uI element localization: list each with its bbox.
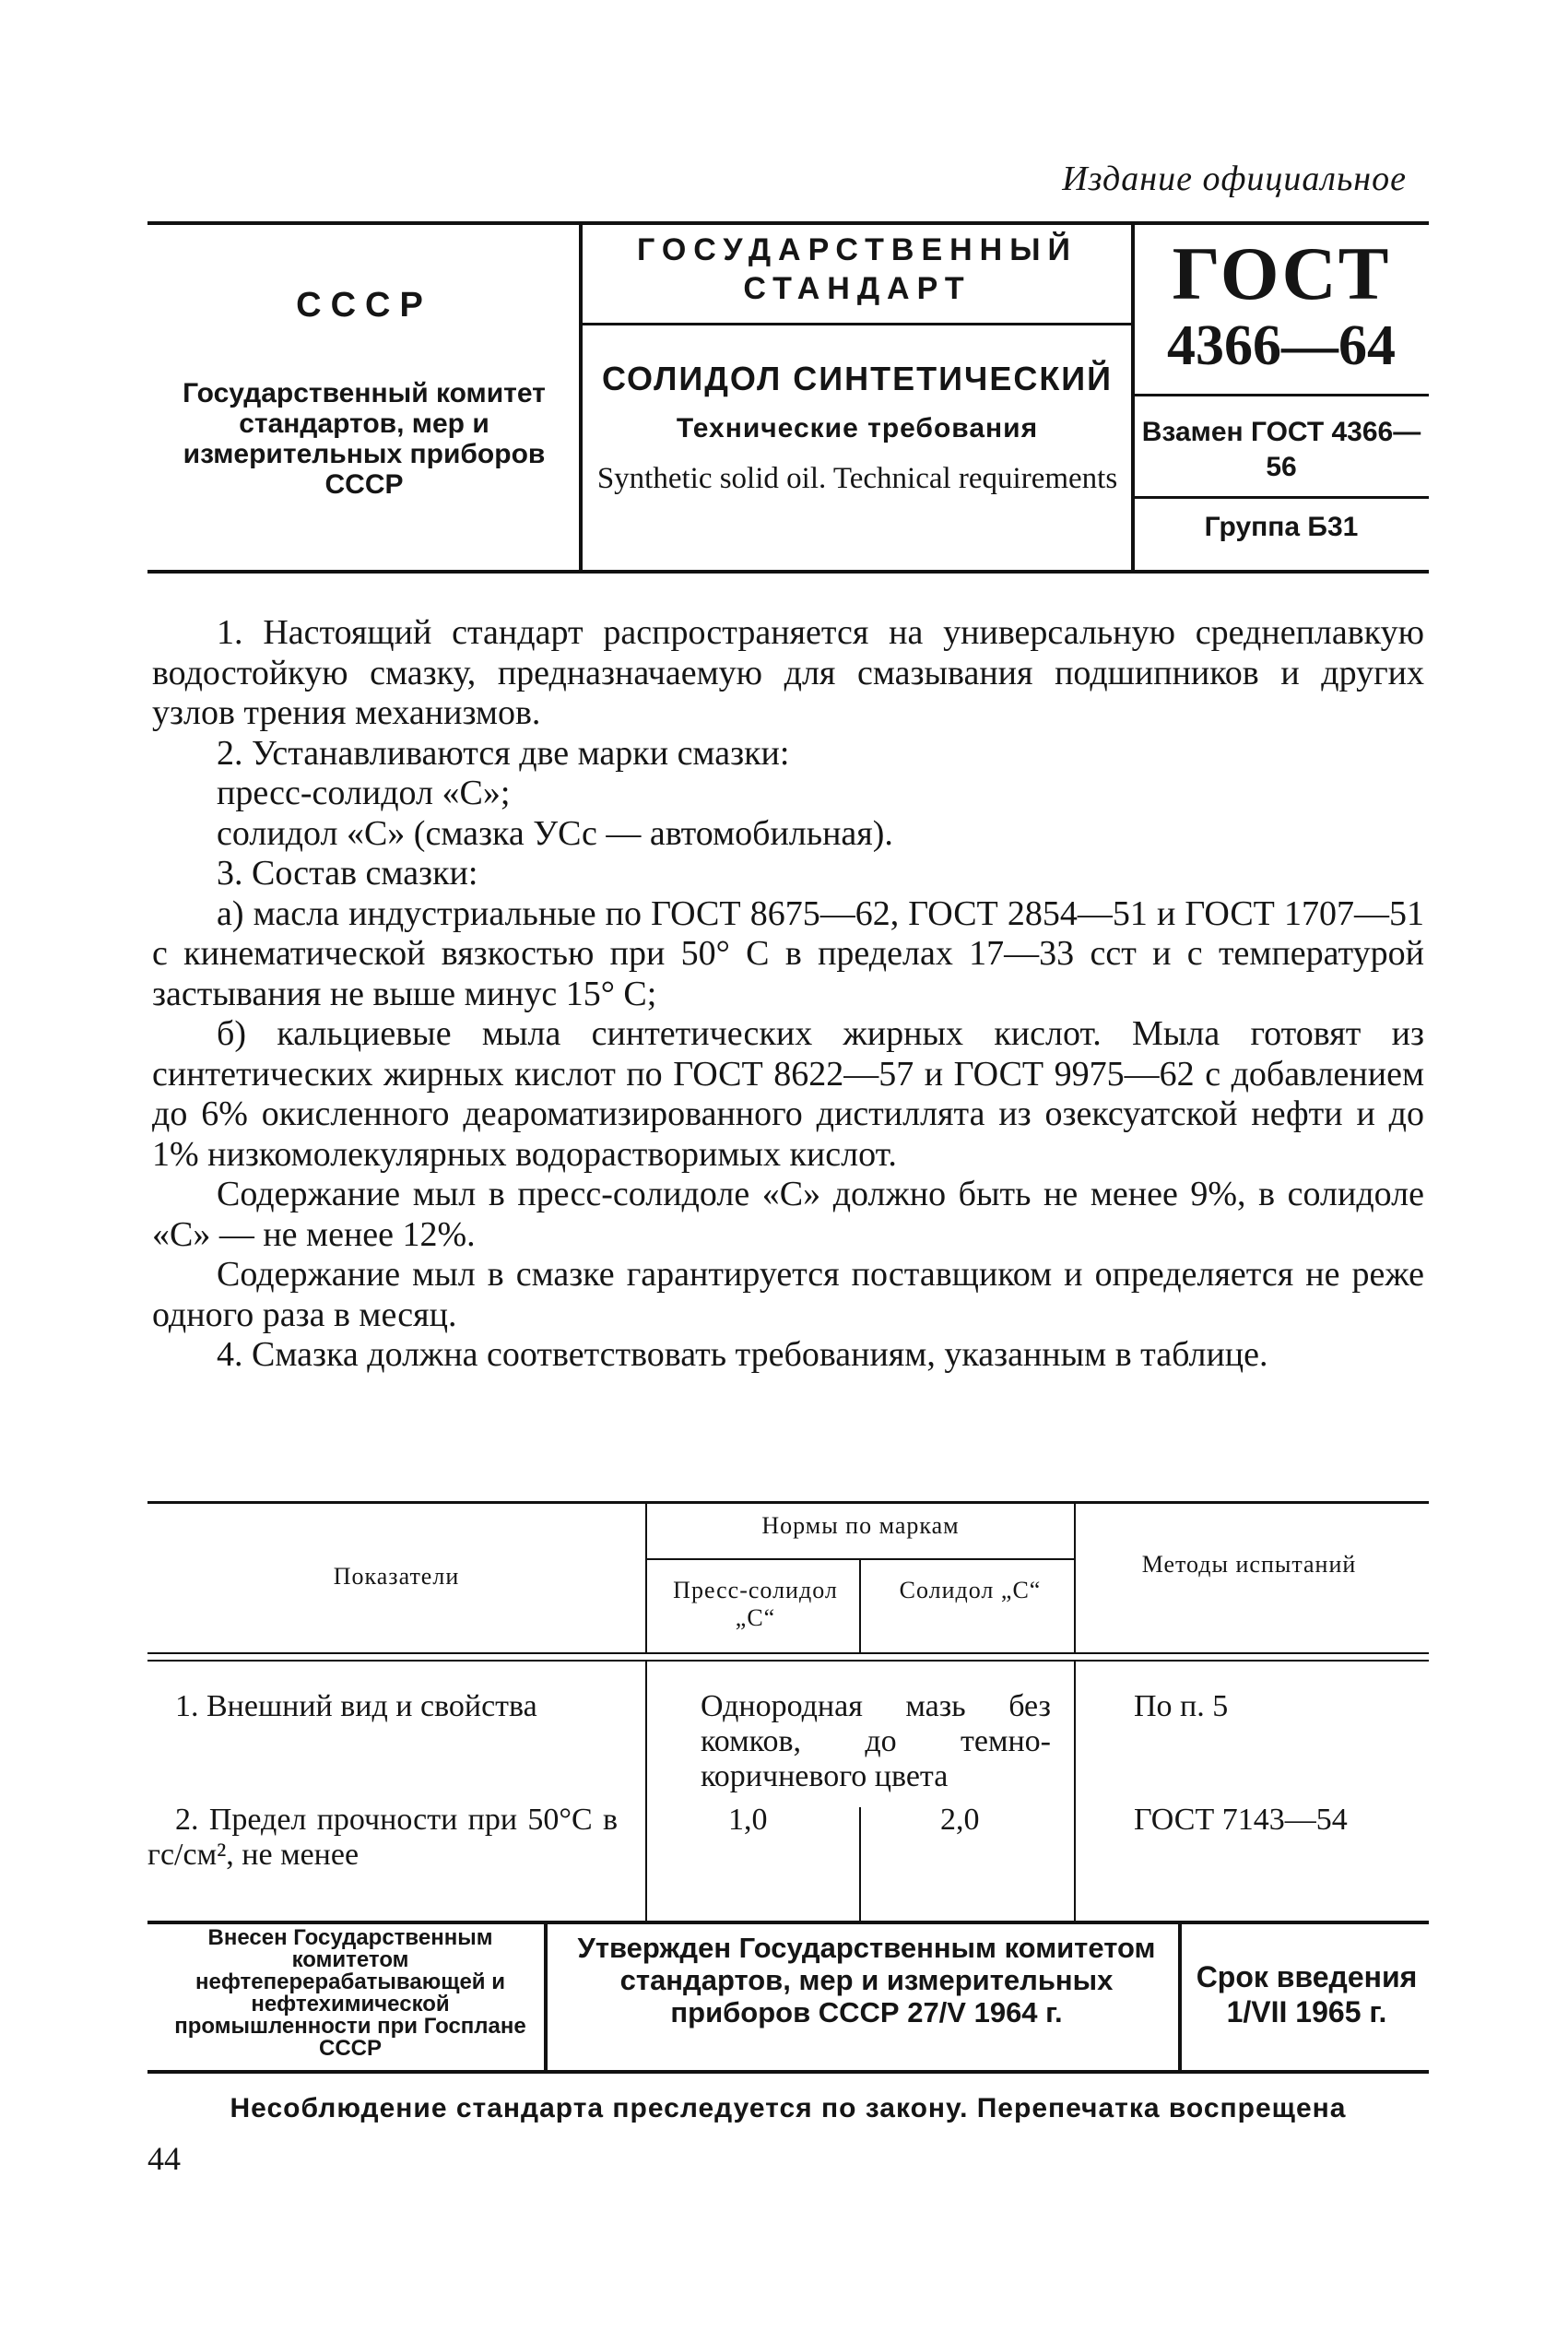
paragraph-scope: 1. Настоящий стандарт распространяется на универсальную среднеплавкую водостойкую смазку, предназначаемую для смазывания подшипников и других узлов трения механизмов. <box>152 613 1424 732</box>
table-header-indicators: Показатели <box>333 1563 460 1590</box>
edition-note: Издание официальное <box>1062 160 1407 198</box>
footer-bottom-rule <box>147 2070 1429 2074</box>
table-row-2-indicator: 2. Предел прочности при 50°С в гс/см², не менее <box>147 1803 618 1872</box>
table-body-divider-grades <box>859 1807 861 1921</box>
paragraph-grade-solidol: солидол «С» (смазка УСс — автомобильная). <box>217 813 893 853</box>
table-body-divider-right <box>1074 1662 1076 1921</box>
paragraph-composition-soaps: б) кальциевые мыла синтетических жирных кислот. Мыла готовят из синтетических жирных кислот по ГОСТ 8622—57 и ГОСТ 9975—62 с добавлением до 6% окисленного деароматизированного дистиллята из озексуатской нефти и до 1% низкомолекулярных водорастворимых кислот. <box>152 1014 1424 1174</box>
paragraph-composition-intro: 3. Состав смазки: <box>217 854 478 893</box>
english-title: Synthetic solid oil. Technical requirements <box>596 462 1118 495</box>
paragraph-soap-content: Содержание мыл в пресс-солидоле «С» должно быть не менее 9%, в солидоле «С» — не менее 12%. <box>152 1175 1424 1254</box>
paragraph-composition-oils: а) масла индустриальные по ГОСТ 8675—62, ГОСТ 2854—51 и ГОСТ 1707—51 с кинематической вязкостью при 50° С в пределах 17—33 сст и с температурой застывания не выше минус 15° С; <box>152 893 1424 1013</box>
table-norms-subrule <box>645 1558 1074 1560</box>
standard-body <box>152 613 1424 1376</box>
table-header-rule-2 <box>147 1660 1429 1662</box>
paragraph-grades-intro: 2. Устанавливаются две марки смазки: <box>217 733 790 773</box>
table-divider-norms-right <box>1074 1504 1076 1652</box>
table-row-1-value: Однородная мазь без комков, до темно-коричневого цвета <box>701 1689 1051 1793</box>
header-gost-rule <box>1135 394 1429 396</box>
footer-top-rule <box>147 1921 1429 1924</box>
standard-group: Группа Б31 <box>1204 512 1359 542</box>
gost-number: 4366—64 <box>1167 314 1396 377</box>
header-replaces-rule <box>1135 496 1429 499</box>
gost-label: ГОСТ <box>1172 231 1391 315</box>
paragraph-table-reference: 4. Смазка должна соответствовать требованиям, указанным в таблице. <box>217 1335 1268 1374</box>
table-divider-grades <box>859 1560 861 1652</box>
document-subtitle: Технические требования <box>676 413 1039 444</box>
header-title-rule <box>583 323 1131 325</box>
table-row-1-method: По п. 5 <box>1134 1689 1229 1723</box>
replaces-standard: Взамен ГОСТ 4366—56 <box>1141 417 1421 482</box>
table-top-rule <box>147 1501 1429 1504</box>
footer-divider-left <box>544 1924 548 2070</box>
table-header-press-solidol: Пресс-солидол „С“ <box>673 1577 838 1631</box>
paragraph-grade-press-solidol: пресс-солидол «С»; <box>217 774 511 812</box>
table-row-2-solidol: 2,0 <box>940 1803 980 1837</box>
effective-date: Срок введения 1/VII 1965 г. <box>1196 1960 1418 2028</box>
table-header-norms: Нормы по маркам <box>761 1512 960 1539</box>
table-row-2-press-solidol: 1,0 <box>728 1803 768 1837</box>
state-standard-label: ГОСУДАРСТВЕННЫЙ СТАНДАРТ <box>637 232 1078 306</box>
table-header-solidol: Солидол „С“ <box>899 1577 1042 1603</box>
table-row-1-indicator: 1. Внешний вид и свойства <box>175 1689 537 1723</box>
page-number: 44 <box>147 2140 181 2177</box>
legal-warning: Несоблюдение стандарта преследуется по закону. Перепечатка воспрещена <box>230 2093 1347 2123</box>
table-header-methods: Методы испытаний <box>1141 1551 1357 1578</box>
table-row-2-method: ГОСТ 7143—54 <box>1134 1803 1348 1837</box>
header-bottom-rule <box>147 570 1429 574</box>
approved-by: Утвержден Государственным комитетом стандартов, мер и измерительных приборов СССР 27/V 1964 г. <box>577 1932 1156 2028</box>
committee-name: Государственный комитет стандартов, мер и измерительных приборов СССР <box>183 378 546 500</box>
ussr-label: СССР <box>296 286 432 325</box>
product-title: СОЛИДОЛ СИНТЕТИЧЕСКИЙ <box>601 360 1114 397</box>
header-top-rule <box>147 221 1429 225</box>
table-body-divider-left <box>645 1662 647 1921</box>
table-header-rule-1 <box>147 1652 1429 1654</box>
paragraph-soap-guarantee: Содержание мыл в смазке гарантируется поставщиком и определяется не реже одного раза в месяц. <box>152 1255 1424 1334</box>
introduced-by: Внесен Государственным комитетом нефтеперерабатывающей и нефтехимической промышленности при Госплане СССР <box>174 1925 526 2061</box>
